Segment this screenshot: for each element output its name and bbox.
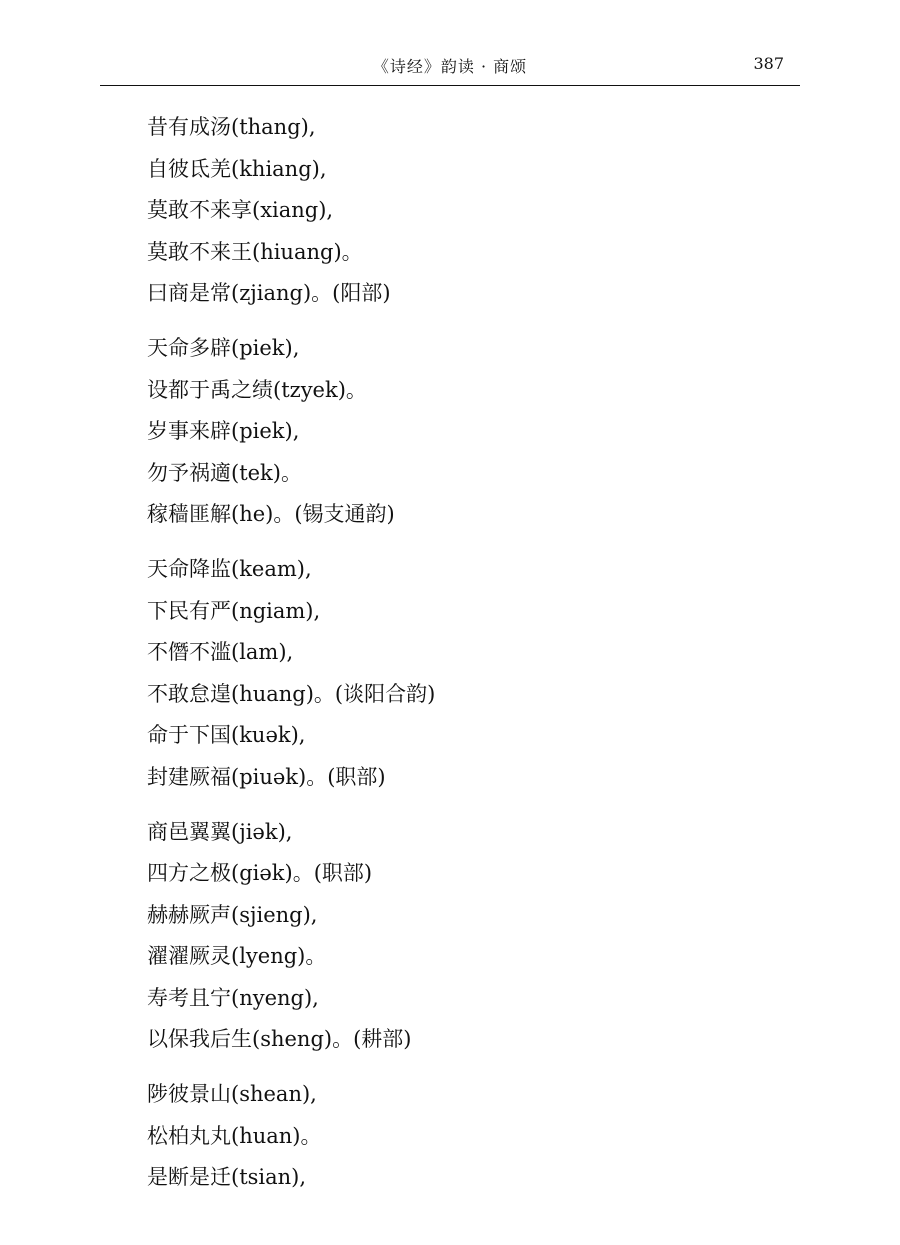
- verse-line: 商邑翼翼(jiək),: [147, 819, 293, 844]
- verse-line: 稼穑匪解(he)。(锡支通韵): [147, 502, 395, 527]
- verse-line: 四方之极(giək)。(职部): [147, 861, 373, 886]
- running-header: [100, 52, 800, 86]
- header-divider: [100, 85, 800, 86]
- verse-line: 勿予祸適(tek)。: [147, 460, 302, 485]
- verse-line: 濯濯厥灵(lyeng)。: [147, 944, 327, 969]
- stanza: [147, 329, 787, 537]
- verse-line: 天命降监(keam),: [147, 556, 312, 581]
- stanza: [147, 1075, 787, 1200]
- poem-body: [147, 108, 787, 1213]
- stanza: [147, 108, 787, 316]
- verse-line: 下民有严(ngiam),: [147, 598, 321, 623]
- verse-line: 天命多辟(piek),: [147, 335, 300, 360]
- running-title: 《诗经》韵读 · 商颂: [372, 57, 528, 76]
- verse-line: 不僭不滥(lam),: [147, 640, 294, 665]
- stanza: [147, 813, 787, 1063]
- verse-line: 以保我后生(sheng)。(耕部): [147, 1027, 412, 1052]
- verse-line: 封建厥福(piuək)。(职部): [147, 764, 386, 789]
- verse-line: 松柏丸丸(huan)。: [147, 1123, 322, 1148]
- stanza: [147, 550, 787, 800]
- page-number: 387: [753, 54, 784, 73]
- verse-line: 不敢怠遑(huang)。(谈阳合韵): [147, 681, 436, 706]
- verse-line: 莫敢不来王(hiuang)。: [147, 239, 363, 264]
- verse-line: 陟彼景山(shean),: [147, 1082, 317, 1107]
- verse-line: 莫敢不来享(xiang),: [147, 198, 334, 223]
- verse-line: 昔有成汤(thang),: [147, 115, 316, 139]
- verse-line: 赫赫厥声(sjieng),: [147, 902, 318, 927]
- verse-line: 寿考且宁(nyeng),: [147, 985, 319, 1010]
- verse-line: 命于下国(kuək),: [147, 723, 306, 748]
- verse-line: 曰商是常(zjiang)。(阳部): [147, 281, 391, 306]
- verse-line: 设都于禹之绩(tzyek)。: [147, 377, 367, 402]
- verse-line: 是断是迁(tsian),: [147, 1165, 307, 1190]
- verse-line: 自彼氐羌(khiang),: [147, 156, 327, 181]
- verse-line: 岁事来辟(piek),: [147, 419, 300, 444]
